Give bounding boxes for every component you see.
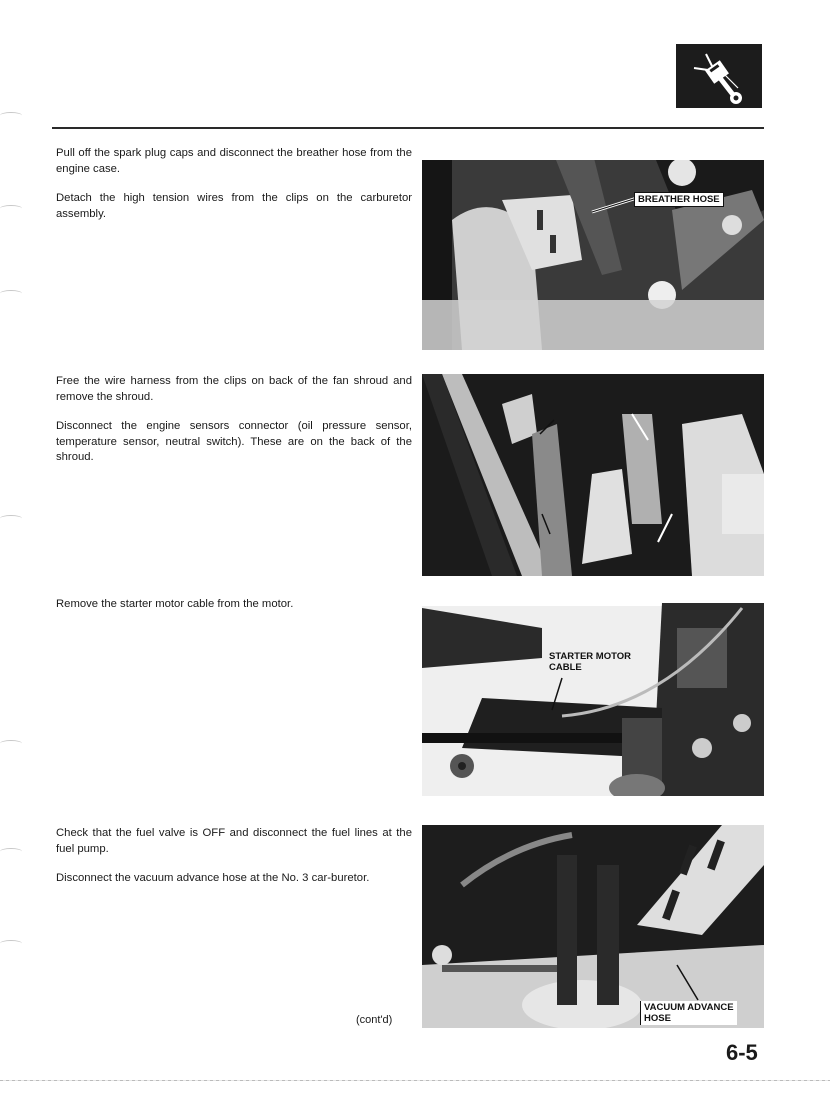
margin-mark <box>0 940 22 947</box>
margin-mark <box>0 290 22 297</box>
callout-line: HOSE <box>644 1013 671 1024</box>
header-rule <box>52 127 764 129</box>
page-number: 6-5 <box>726 1040 758 1065</box>
margin-mark <box>0 112 22 119</box>
margin-mark <box>0 515 22 522</box>
margin-mark <box>0 205 22 212</box>
starter-motor-cable-photo <box>422 598 764 796</box>
bottom-rule <box>0 1080 830 1081</box>
callout-breather-hose: BREATHER HOSE <box>634 192 724 207</box>
paragraph: Disconnect the vacuum advance hose at the No. 3 car-buretor. <box>56 872 370 884</box>
breather-hose-photo <box>422 150 764 350</box>
callout-vacuum-advance-hose <box>640 1001 737 1025</box>
step-2-text <box>56 374 412 480</box>
step-1-text <box>56 146 412 236</box>
margin-mark <box>0 848 22 855</box>
callout-line: CABLE <box>549 662 582 673</box>
paragraph: Free the wire harness from the clips on back of the fan shroud and remove the shroud. <box>56 375 412 403</box>
callout-line: STARTER MOTOR <box>549 651 631 662</box>
piston-connecting-rod-icon <box>676 44 762 108</box>
continued-note: (cont'd) <box>356 1014 393 1026</box>
paragraph: Pull off the spark plug caps and disconnect the breather hose from the engine case. <box>56 147 412 175</box>
margin-mark <box>0 740 22 747</box>
step-3-text <box>56 597 412 627</box>
fan-shroud-photo <box>422 374 764 576</box>
paragraph: Remove the starter motor cable from the motor. <box>56 598 294 610</box>
step-4-text <box>56 826 412 901</box>
callout-starter-motor-cable <box>546 650 634 674</box>
paragraph: Disconnect the engine sensors connector (oil pressure sensor, temperature sensor, neutral switch). These are on the back of the shroud. <box>56 420 412 463</box>
paragraph: Detach the high tension wires from the clips on the carburetor assembly. <box>56 192 412 220</box>
paragraph: Check that the fuel valve is OFF and disconnect the fuel lines at the fuel pump. <box>56 827 412 855</box>
vacuum-advance-hose-photo <box>422 825 764 1028</box>
callout-line: VACUUM ADVANCE <box>644 1002 734 1013</box>
